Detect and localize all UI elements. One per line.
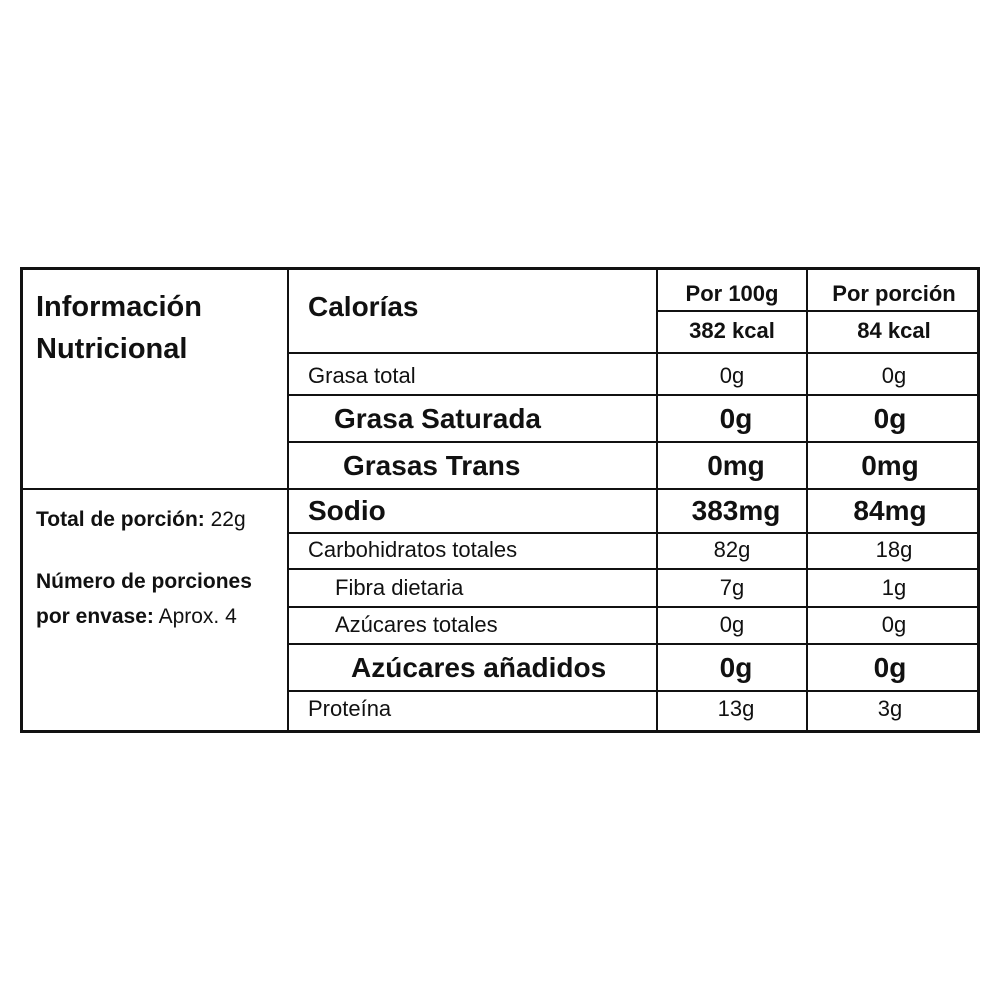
row-per100-grasa-saturada: 0g [719,403,753,434]
serving-size-label: Total de porción: [36,508,205,531]
divider-row-fibra [287,606,980,608]
table-title [36,286,202,370]
per100-header: Por 100g [685,281,779,306]
servings-per-container-line-1 [36,571,252,592]
row-per100-grasa-total: 0g [719,363,745,388]
row-label-grasa-total: Grasa total [308,363,416,388]
row-label-grasas-trans: Grasas Trans [343,450,521,481]
serving-size [36,509,246,530]
row-per100-carbohidratos: 82g [713,537,751,562]
row-per100-azucares-anadidos: 0g [719,652,753,683]
row-per100-sodio: 383mg [691,495,781,526]
serving-size-value: 22g [210,508,246,531]
row-per100-grasas-trans: 0mg [707,450,765,481]
row-per100-proteina: 13g [717,696,755,721]
row-label-carbohidratos: Carbohidratos totales [308,537,518,562]
divider-left-sections [20,488,980,490]
divider-portion-column [806,267,808,733]
servings-label-line-1: Número de porciones [36,570,252,593]
calories-per100-value: 382 kcal [689,318,775,343]
divider-row-calories [287,352,980,354]
row-label-azucares-anadidos: Azúcares añadidos [351,652,607,683]
divider-left-column [287,267,289,733]
divider-row-carbohidratos [287,568,980,570]
row-portion-grasa-total: 0g [881,363,907,388]
servings-label-line-2: por envase: [36,605,154,628]
row-per100-fibra: 7g [719,575,745,600]
row-label-azucares-totales: Azúcares totales [335,612,498,637]
row-portion-grasas-trans: 0mg [861,450,919,481]
divider-row-grasa-total [287,394,980,396]
divider-row-grasa-saturada [287,441,980,443]
row-per100-azucares-totales: 0g [719,612,745,637]
row-label-grasa-saturada: Grasa Saturada [334,403,541,434]
row-label-proteina: Proteína [308,696,392,721]
title-line-1: Información [36,291,202,323]
calories-portion-value: 84 kcal [857,318,931,343]
row-portion-fibra: 1g [881,575,907,600]
calories-label: Calorías [308,291,419,322]
title-line-2: Nutricional [36,333,188,365]
divider-row-azucares-totales [287,643,980,645]
row-label-sodio: Sodio [308,495,386,526]
row-portion-proteina: 3g [877,696,903,721]
row-portion-azucares-anadidos: 0g [873,652,907,683]
divider-row-azucares-anadidos [287,690,980,692]
divider-per100-column [656,267,658,733]
divider-row-sodio [287,532,980,534]
row-portion-azucares-totales: 0g [881,612,907,637]
row-portion-carbohidratos: 18g [875,537,913,562]
divider-header-sub [656,310,980,312]
portion-header: Por porción [832,281,956,306]
row-portion-sodio: 84mg [853,495,927,526]
servings-value: Aprox. 4 [158,605,237,628]
row-portion-grasa-saturada: 0g [873,403,907,434]
row-label-fibra: Fibra dietaria [335,575,464,600]
servings-per-container-line-2 [36,606,237,627]
